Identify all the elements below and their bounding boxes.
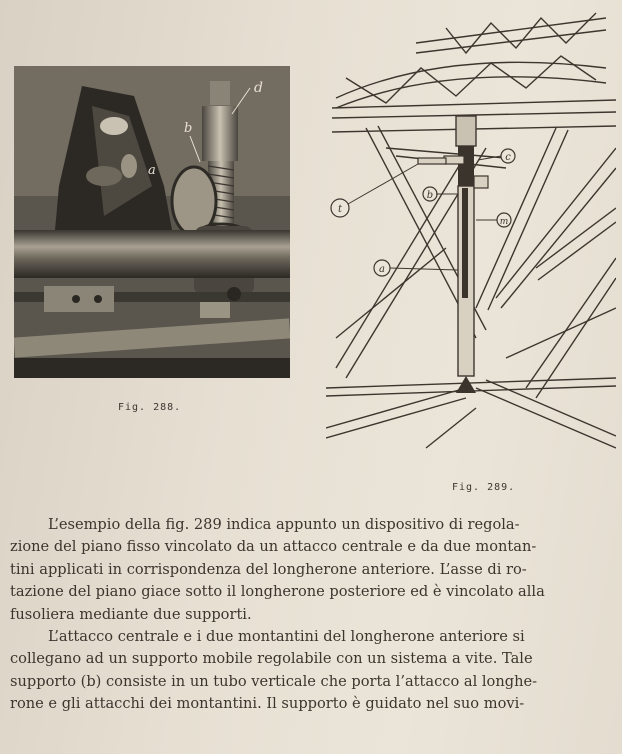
- paragraph-line: L’esempio della fig. 289 indica appunto un dispositivo di regola-: [48, 516, 520, 533]
- fig-288-label-d: d: [254, 80, 263, 96]
- fig-289-caption: Fig. 289.: [452, 482, 516, 493]
- paragraph-line: zione del piano fisso vincolato da un attacco centrale e da due montan-: [10, 538, 537, 556]
- body-text: [10, 514, 618, 716]
- fig-288-label-a: a: [148, 163, 156, 178]
- fig-288-illustration: [14, 66, 290, 378]
- fig-288-photo: [14, 66, 290, 378]
- fig-289-illustration: [326, 8, 616, 452]
- paragraph-line: tini applicati in corrispondenza del longherone anteriore. L’asse di ro-: [10, 560, 527, 578]
- fig-288-label-b: b: [184, 121, 193, 136]
- fig-288-caption: Fig. 288.: [118, 402, 182, 413]
- paragraph-line: collegano ad un supporto mobile regolabile con un sistema a vite. Tale: [10, 650, 533, 668]
- paragraph-line: rone e gli attacchi dei montantini. Il supporto è guidato nel suo movi-: [10, 695, 525, 713]
- fig-289-label-t: t: [337, 204, 343, 215]
- paragraph-line: L’attacco centrale e i due montantini del longherone anteriore si: [48, 628, 525, 646]
- paragraph-2: [10, 626, 618, 716]
- paragraph-line: supporto (b) consiste in un tubo verticale che porta l’attacco al longhe-: [10, 672, 538, 690]
- fig-289-label-a: a: [379, 264, 385, 275]
- fig-289-label-b: b: [426, 190, 434, 201]
- paragraph-line: fusoliera mediante due supporti.: [10, 605, 252, 623]
- fig-289-label-m: m: [499, 217, 509, 227]
- paragraph-line: tazione del piano giace sotto il longherone posteriore ed è vincolato alla: [10, 583, 545, 601]
- fig-289-label-c: c: [505, 152, 511, 163]
- paragraph-1: [10, 514, 618, 626]
- fig-289-drawing: [326, 8, 616, 452]
